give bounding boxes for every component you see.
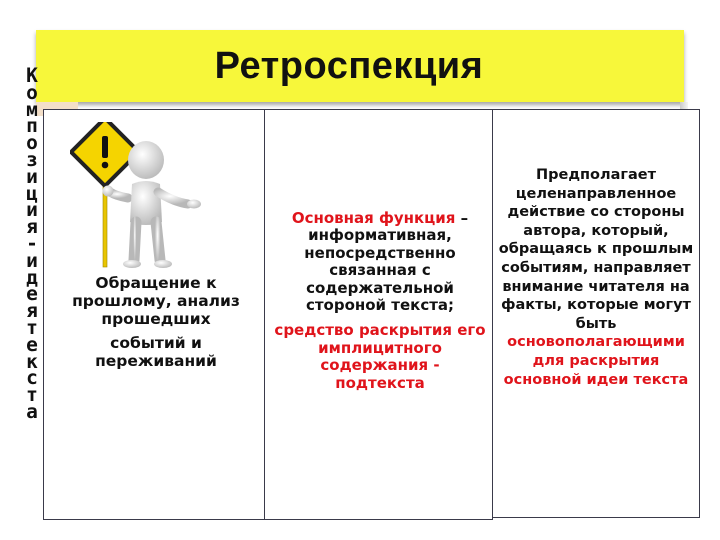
column-2-highlight-1: Основная функция xyxy=(291,209,456,227)
column-1-line-1: Обращение к прошлому, анализ прошедших xyxy=(72,274,240,328)
column-3-text-1: Предполагает целенаправленное действие со стороны автора, который, обращаясь к прошлым событиям, направляет внимание читателя на факты, которые могут быть xyxy=(498,167,694,332)
column-2-text xyxy=(274,210,486,392)
person-with-warning-sign-icon xyxy=(70,122,220,272)
column-2-highlight-2: средство раскрытия его имплицитного содержания - подтекста xyxy=(274,321,486,392)
side-label: Композиция - идея текста xyxy=(26,64,38,423)
column-3-highlight-1: основополагающими для раскрытия основной идеи текста xyxy=(503,334,689,388)
column-1-text xyxy=(64,274,248,370)
column-2-text-1: – информативная, непосредственно связанная с содержательной стороной текста; xyxy=(304,209,469,315)
column-1-line-2: событий и переживаний xyxy=(95,334,217,370)
column-3-text xyxy=(495,166,697,389)
title-bar xyxy=(36,30,684,102)
page-title: Ретроспекция xyxy=(214,44,484,87)
